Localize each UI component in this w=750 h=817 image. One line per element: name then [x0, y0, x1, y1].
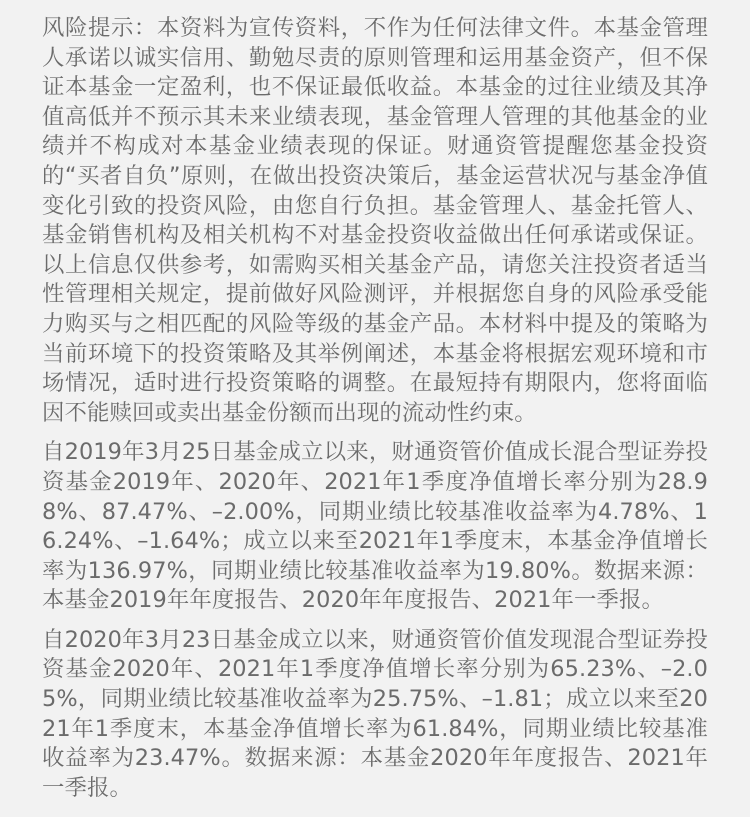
risk-notice-paragraph: 风险提示：本资料为宣传资料，不作为任何法律文件。本基金管理人承诺以诚实信用、勤勉尽责的原则管理和运用基金资产，但不保证本基金一定盈利，也不保证最低收益。本基金的过往业绩及其净值高低并不预示其未来业绩表现，基金管理人管理的其他基金的业绩并不构成对本基金业绩表现的保证。财通资管提醒您基金投资的“买者自负”原则，在做出投资决策后，基金运营状况与基金净值变化引致的投资风险，由您自行负担。基金管理人、基金托管人、基金销售机构及相关机构不对基金投资收益做出任何承诺或保证。以上信息仅供参考，如需购买相关基金产品，请您关注投资者适当性管理相关规定，提前做好风险测评，并根据您自身的风险承受能力购买与之相匹配的风险等级的基金产品。本材料中提及的策略为当前环境下的投资策略及其举例阐述，本基金将根据宏观环境和市场情况，适时进行投资策略的调整。在最短持有期限内，您将面临因不能赎回或卖出基金份额而出现的流动性约束。: [42, 15, 708, 426]
discovery-fund-performance-paragraph: 自2020年3月23日基金成立以来，财通资管价值发现混合型证券投资基金2020年、2021年1季度净值增长率分别为65.23%、–2.05%，同期业绩比较基准收益率为25.75%、–1.81；成立以来至2021年1季度末，本基金净值增长率为61.84%，同期业绩比较基准收益率为23.47%。数据来源：本基金2020年年度报告、2021年一季报。: [42, 626, 708, 801]
growth-fund-performance-paragraph: 自2019年3月25日基金成立以来，财通资管价值成长混合型证券投资基金2019年、2020年、2021年1季度净值增长率分别为28.98%、87.47%、–2.00%，同期业绩比较基准收益率为4.78%、16.24%、–1.64%；成立以来至2021年1季度末，本基金净值增长率为136.97%，同期业绩比较基准收益率为19.80%。数据来源：本基金2019年年度报告、2020年年度报告、2021年一季报。: [42, 439, 708, 614]
